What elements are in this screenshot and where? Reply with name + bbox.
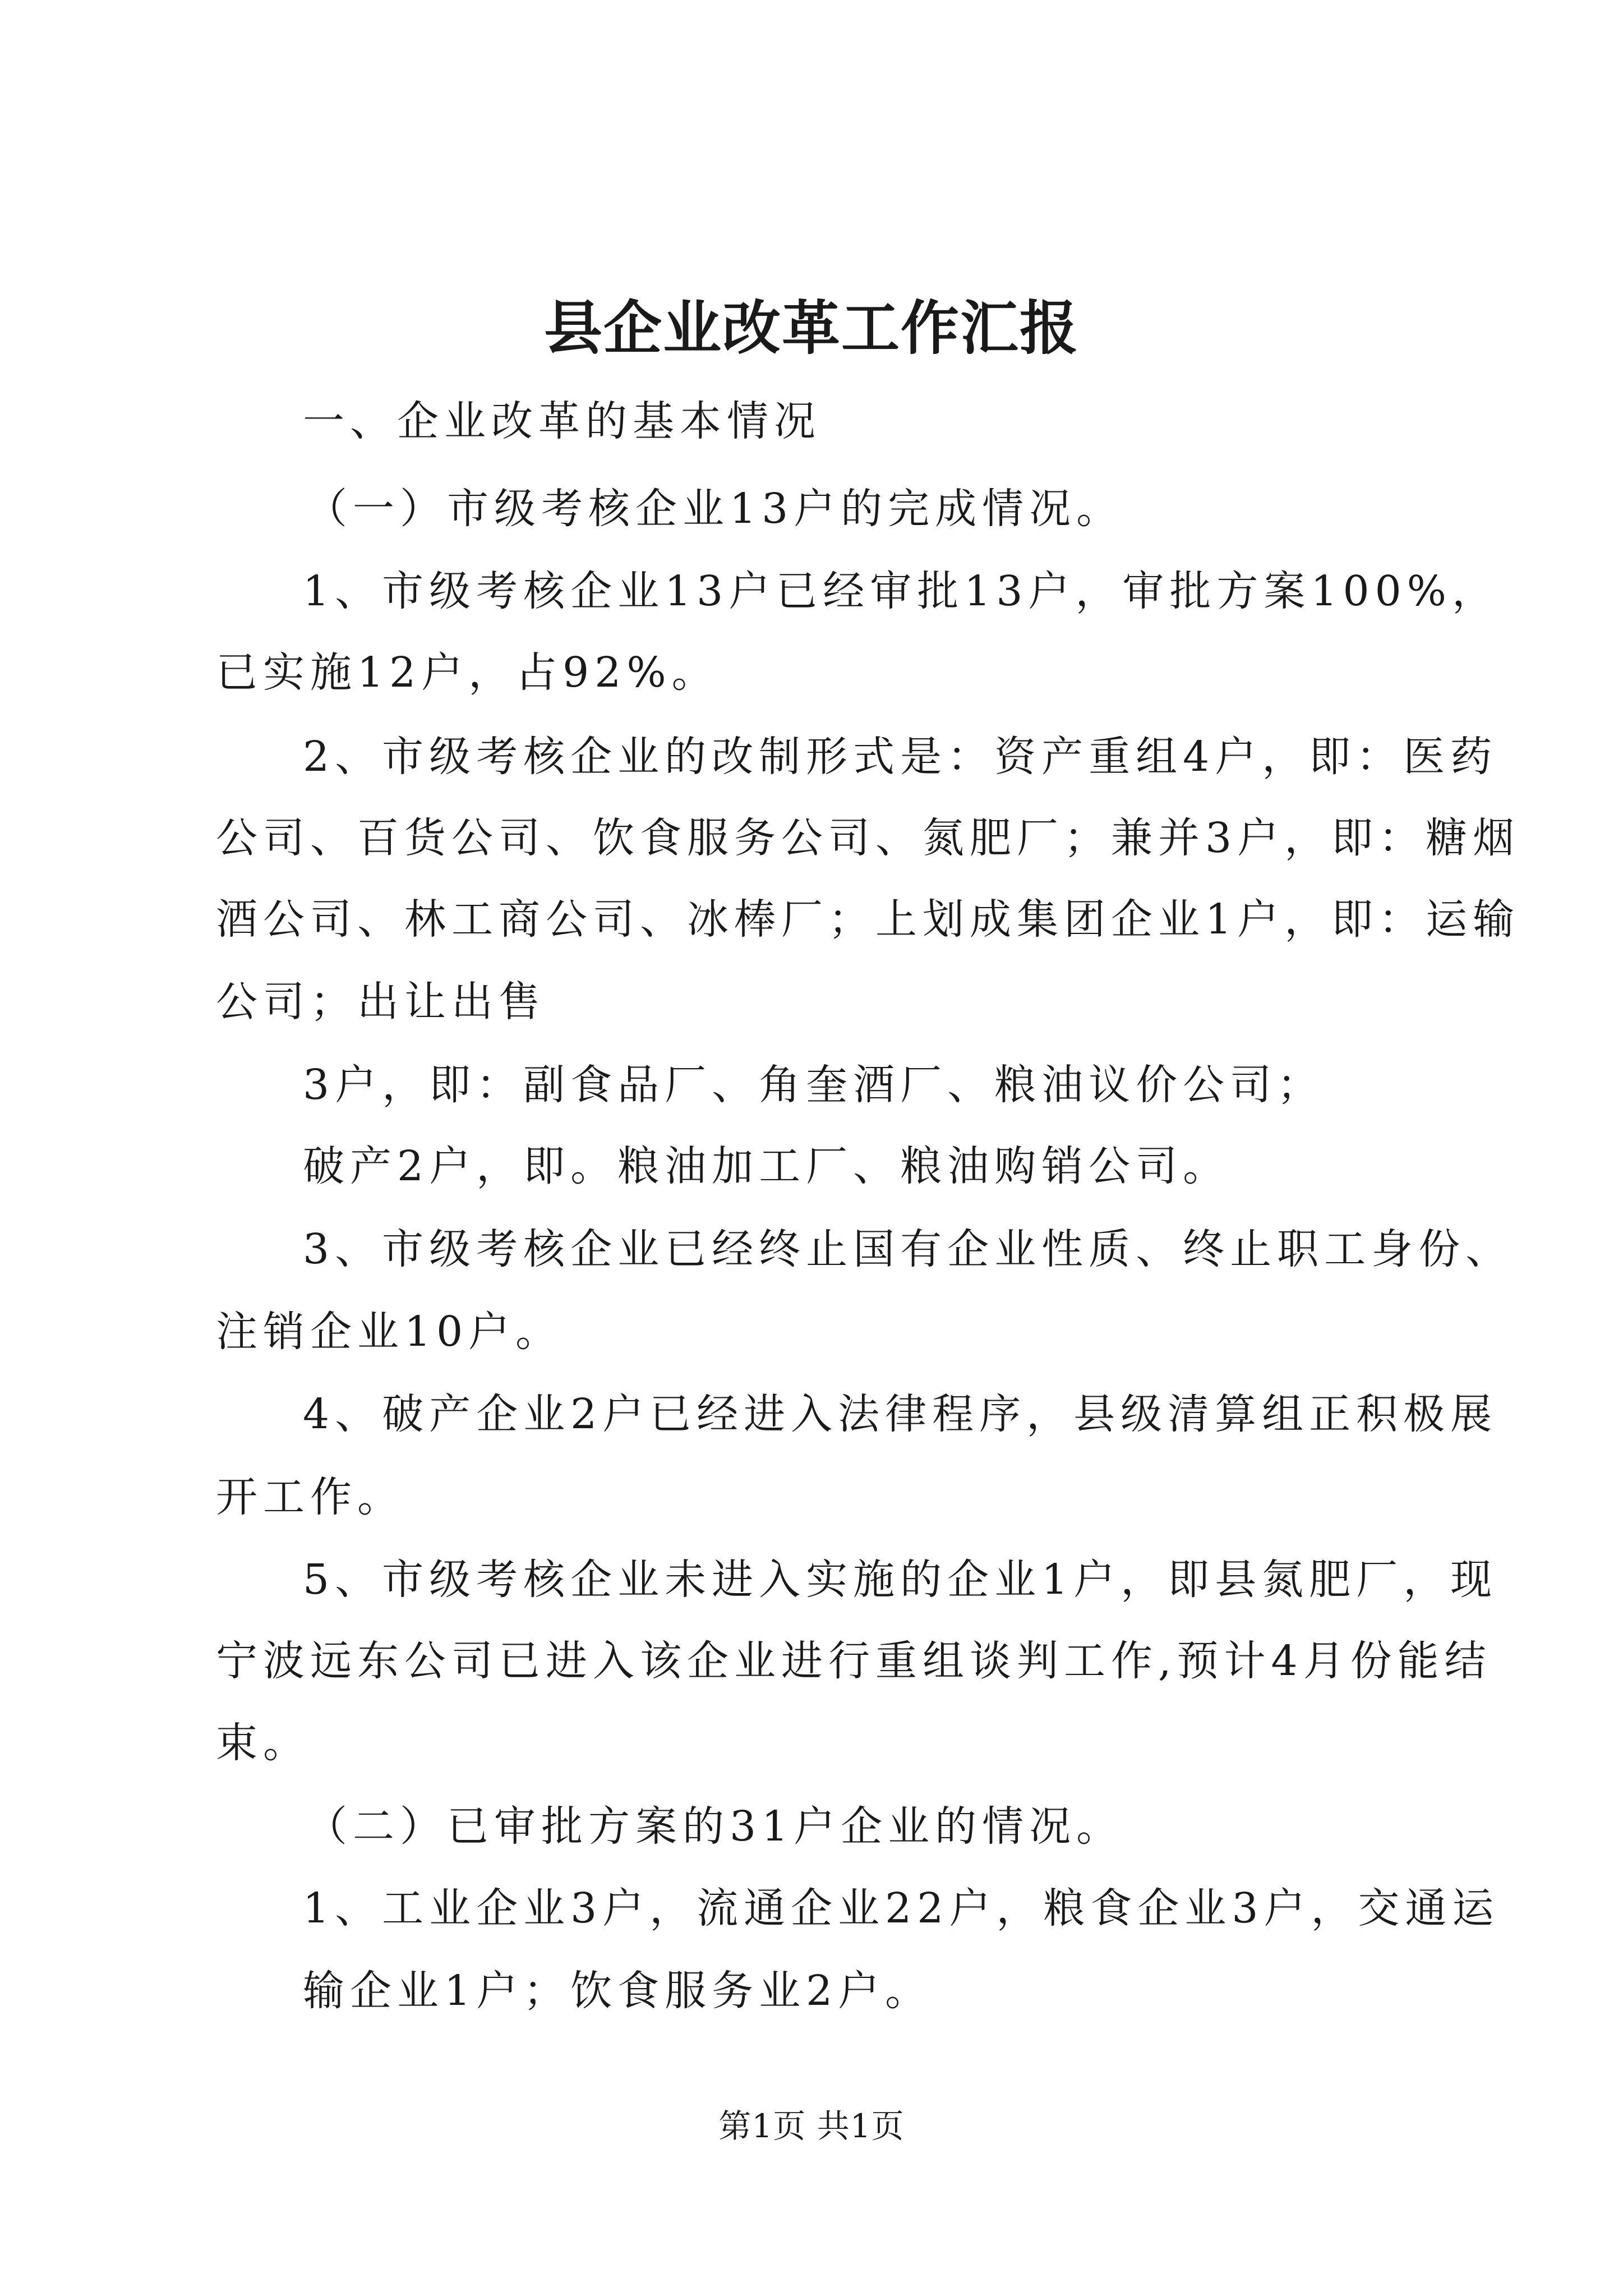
text-line: （一）市级考核企业13户的完成情况。 [306, 485, 1124, 533]
text-line: 4、破产企业2户已经进入法律程序，县级清算组正积极展 [303, 1390, 1498, 1438]
text-line: 5、市级考核企业未进入实施的企业1户，即县氮肥厂，现 [303, 1556, 1498, 1604]
text-line: 公司；出让出售 [216, 978, 546, 1026]
text-line: （二）已审批方案的31户企业的情况。 [306, 1802, 1124, 1851]
text-line: 酒公司、林工商公司、冰棒厂；上划成集团企业1户，即：运输 [216, 895, 1520, 944]
text-line: 3、市级考核企业已经终止国有企业性质、终止职工身份、 [303, 1225, 1513, 1273]
page-footer: 第1页 共1页 [718, 2107, 905, 2145]
text-line: 注销企业10户。 [216, 1308, 563, 1356]
text-line: 开工作。 [216, 1473, 404, 1521]
text-line: 宁波远东公司已进入该企业进行重组谈判工作,预计4月份能结 [216, 1637, 1492, 1685]
text-line: 1、工业企业3户，流通企业22户，粮食企业3户，交通运 [303, 1884, 1500, 1932]
text-line: 公司、百货公司、饮食服务公司、氮肥厂；兼并3户，即：糖烟 [216, 814, 1520, 862]
text-line: 1、市级考核企业13户已经审批13户，审批方案100%， [303, 567, 1499, 615]
document-title: 县企业改革工作汇报 [543, 293, 1079, 362]
text-line: 一、企业改革的基本情况 [303, 397, 821, 445]
text-line: 3户，即：副食品厂、角奎酒厂、粮油议价公司； [303, 1061, 1325, 1109]
text-line: 输企业1户；饮食服务业2户。 [303, 1967, 933, 2015]
text-line: 破产2户，即。粮油加工厂、粮油购销公司。 [303, 1142, 1230, 1190]
text-line: 束。 [216, 1719, 310, 1767]
text-line: 2、市级考核企业的改制形式是：资产重组4户，即：医药 [303, 733, 1498, 781]
text-line: 已实施12户，占92%。 [216, 648, 719, 697]
